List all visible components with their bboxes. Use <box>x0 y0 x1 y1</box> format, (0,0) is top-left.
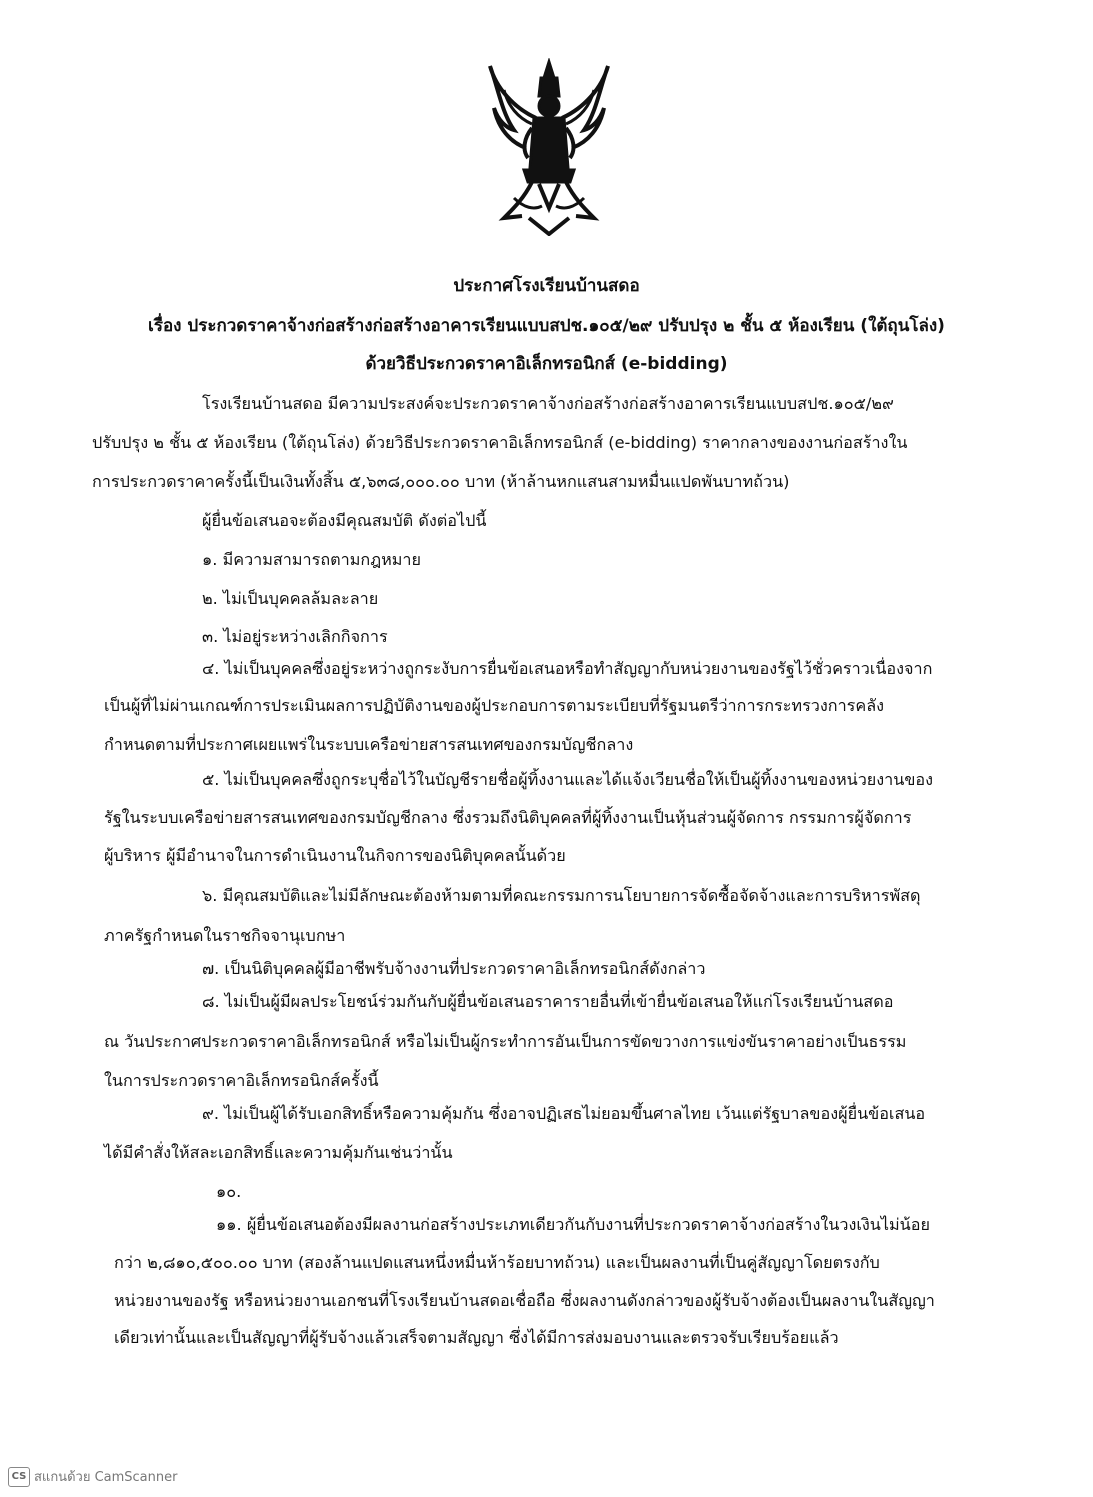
intro-line-2: ปรับปรุง ๒ ชั้น ๕ ห้องเรียน (ใต้ถุนโล่ง) ด้วยวิธีประกวดราคาอิเล็กทรอนิกส์ (e-bidding) ราคากลางของงานก่อสร้างใน <box>92 433 908 452</box>
intro-line-1: โรงเรียนบ้านสดอ มีความประสงค์จะประกวดราคาจ้างก่อสร้างก่อสร้างอาคารเรียนแบบสปช.๑๐๕/๒๙ <box>202 394 894 413</box>
announcement-title: ประกาศโรงเรียนบ้านสดอ <box>453 276 640 296</box>
item-8-line-3: ในการประกวดราคาอิเล็กทรอนิกส์ครั้งนี้ <box>104 1071 379 1090</box>
item-8-line-2: ณ วันประกาศประกวดราคาอิเล็กทรอนิกส์ หรือไม่เป็นผู้กระทำการอันเป็นการขัดขวางการแข่งขันราคาอย่างเป็นธรรม <box>104 1032 907 1051</box>
item-6-line-1: ๖. มีคุณสมบัติและไม่มีลักษณะต้องห้ามตามที่คณะกรรมการนโยบายการจัดซื้อจัดจ้างและการบริหารพัสดุ <box>202 886 921 905</box>
item-7: ๗. เป็นนิติบุคคลผู้มีอาชีพรับจ้างงานที่ประกวดราคาอิเล็กทรอนิกส์ดังกล่าว <box>202 959 706 978</box>
item-10: ๑๐. <box>216 1182 242 1201</box>
item-11-line-1: ๑๑. ผู้ยื่นข้อเสนอต้องมีผลงานก่อสร้างประเภทเดียวกันกับงานที่ประกวดราคาจ้างก่อสร้างในวงเงินไม่น้อย <box>216 1215 930 1234</box>
item-9-line-2: ได้มีคำสั่งให้สละเอกสิทธิ์และความคุ้มกันเช่นว่านั้น <box>104 1143 453 1162</box>
intro-line-3: การประกวดราคาครั้งนี้เป็นเงินทั้งสิ้น ๕,๖๓๘,๐๐๐.๐๐ บาท (ห้าล้านหกแสนสามหมื่นแปดพันบาทถ้วน) <box>92 472 790 491</box>
item-9-line-1: ๙. ไม่เป็นผู้ได้รับเอกสิทธิ์หรือความคุ้มกัน ซึ่งอาจปฏิเสธไม่ยอมขึ้นศาลไทย เว้นแต่รัฐบาลของผู้ยื่นข้อเสนอ <box>202 1104 926 1123</box>
scanner-text: สแกนด้วย CamScanner <box>34 1470 178 1485</box>
item-5-line-2: รัฐในระบบเครือข่ายสารสนเทศของกรมบัญชีกลาง ซึ่งรวมถึงนิติบุคคลที่ผู้ทิ้งงานเป็นหุ้นส่วนผู้จัดการ กรรมการผู้จัดการ <box>104 808 912 827</box>
item-2: ๒. ไม่เป็นบุคคลล้มละลาย <box>202 589 379 608</box>
item-11-line-4: เดียวเท่านั้นและเป็นสัญญาที่ผู้รับจ้างแล้วเสร็จตามสัญญา ซึ่งได้มีการส่งมอบงานและตรวจรับเรียบร้อยแล้ว <box>114 1328 839 1347</box>
item-5-line-1: ๕. ไม่เป็นบุคคลซึ่งถูกระบุชื่อไว้ในบัญชีรายชื่อผู้ทิ้งงานและได้แจ้งเวียนชื่อให้เป็นผู้ทิ้งงานของหน่วยงานของ <box>202 770 934 789</box>
item-4-line-3: กำหนดตามที่ประกาศเผยแพร่ในระบบเครือข่ายสารสนเทศของกรมบัญชีกลาง <box>104 735 634 754</box>
scanner-footer <box>8 1466 177 1487</box>
item-6-line-2: ภาครัฐกำหนดในราชกิจจานุเบกษา <box>104 926 346 945</box>
item-4-line-2: เป็นผู้ที่ไม่ผ่านเกณฑ์การประเมินผลการปฏิบัติงานของผู้ประกอบการตามระเบียบที่รัฐมนตรีว่าการกระทรวงการคลัง <box>104 696 885 715</box>
item-8-line-1: ๘. ไม่เป็นผู้มีผลประโยชน์ร่วมกันกับผู้ยื่นข้อเสนอราคารายอื่นที่เข้ายื่นข้อเสนอให้แก่โรงเรียนบ้านสดอ <box>202 992 894 1011</box>
camscanner-logo-icon: CS <box>8 1467 30 1487</box>
garuda-emblem-icon <box>484 58 614 236</box>
item-1: ๑. มีความสามารถตามกฎหมาย <box>202 550 421 569</box>
item-4-line-1: ๔. ไม่เป็นบุคคลซึ่งอยู่ระหว่างถูกระงับการยื่นข้อเสนอหรือทำสัญญากับหน่วยงานของรัฐไว้ชั่วคราวเนื่องจาก <box>202 659 933 678</box>
item-3: ๓. ไม่อยู่ระหว่างเลิกกิจการ <box>202 627 388 646</box>
announcement-subject: เรื่อง ประกวดราคาจ้างก่อสร้างก่อสร้างอาคารเรียนแบบสปช.๑๐๕/๒๙ ปรับปรุง ๒ ชั้น ๕ ห้องเรียน (ใต้ถุนโล่ง) <box>148 316 945 336</box>
announcement-method: ด้วยวิธีประกวดราคาอิเล็กทรอนิกส์ (e-bidding) <box>365 354 728 374</box>
item-11-line-2: กว่า ๒,๘๑๐,๕๐๐.๐๐ บาท (สองล้านแปดแสนหนึ่งหมื่นห้าร้อยบาทถ้วน) และเป็นผลงานที่เป็นคู่สัญญาโดยตรงกับ <box>114 1253 880 1272</box>
item-11-line-3: หน่วยงานของรัฐ หรือหน่วยงานเอกชนที่โรงเรียนบ้านสดอเชื่อถือ ซึ่งผลงานดังกล่าวของผู้รับจ้างต้องเป็นผลงานในสัญญา <box>114 1291 935 1310</box>
item-5-line-3: ผู้บริหาร ผู้มีอำนาจในการดำเนินงานในกิจการของนิติบุคคลนั้นด้วย <box>104 846 566 865</box>
qualification-heading: ผู้ยื่นข้อเสนอจะต้องมีคุณสมบัติ ดังต่อไปนี้ <box>202 511 487 530</box>
